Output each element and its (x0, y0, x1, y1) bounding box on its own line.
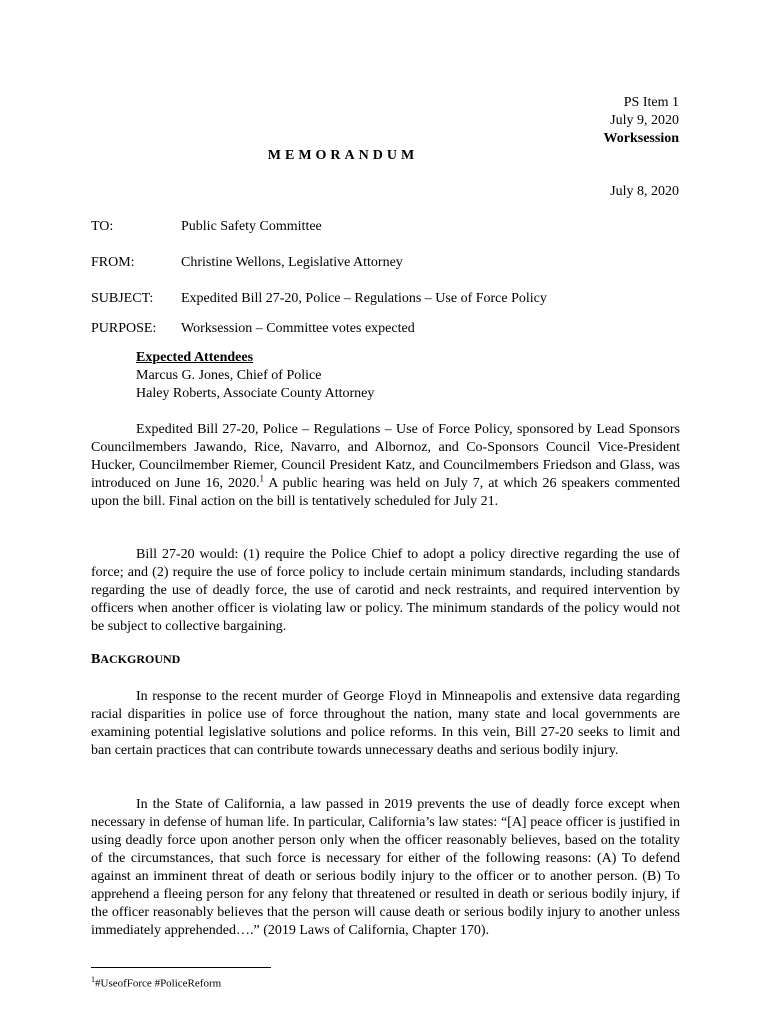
section-heading-background: BACKGROUND (91, 652, 181, 667)
purpose-label: PURPOSE: (91, 321, 157, 336)
footnote (91, 975, 221, 990)
to-label: TO: (91, 219, 114, 234)
attendee-item: Haley Roberts, Associate County Attorney (136, 386, 375, 401)
footnote-text: #UseofForce #PoliceReform (95, 977, 222, 990)
attendees-block (136, 349, 374, 403)
attendee-item: Marcus G. Jones, Chief of Police (136, 368, 322, 383)
from-value: Christine Wellons, Legislative Attorney (181, 255, 403, 270)
footnote-divider (91, 967, 271, 968)
header-block (604, 94, 679, 148)
to-value: Public Safety Committee (181, 219, 322, 234)
session-type: Worksession (603, 131, 679, 146)
from-label: FROM: (91, 255, 135, 270)
memo-date: July 8, 2020 (610, 184, 679, 199)
subject-label: SUBJECT: (91, 291, 154, 306)
item-number: PS Item 1 (623, 95, 679, 110)
header-date: July 9, 2020 (610, 113, 679, 128)
memo-title: MEMORANDUM (267, 148, 419, 163)
purpose-value: Worksession – Committee votes expected (181, 321, 415, 336)
subject-value: Expedited Bill 27-20, Police – Regulations – Use of Force Policy (181, 291, 547, 306)
paragraph-background: In response to the recent murder of George Floyd in Minneapolis and extensive data regarding racial disparities in police use of force throughout the nation, many state and local governments are examining potential legislative solutions and police reforms. In this vein, Bill 27-20 seeks to limit and ban certain practices that can contribute towards unnecessary deaths and serious bodily injury. (91, 689, 680, 758)
purpose-row (91, 320, 415, 338)
to-row (91, 218, 322, 236)
from-row (91, 254, 403, 272)
subject-row (91, 290, 547, 308)
attendees-heading: Expected Attendees (136, 350, 254, 365)
paragraph-bill-summary: Bill 27-20 would: (1) require the Police Chief to adopt a policy directive regarding the use of force; and (2) require the use of force policy to include certain minimum standards, including standards regarding the use of deadly force, the use of carotid and neck restraints, and required intervention by officers when another officer is violating law or policy. The minimum standards of the policy would not be subject to collective bargaining. (91, 547, 680, 634)
footnote-reference: 1 (259, 473, 265, 484)
footnote-mark: 1 (91, 975, 95, 984)
paragraph-introduction: Expedited Bill 27-20, Police – Regulations – Use of Force Policy, sponsored by Lead Sponsors Councilmembers Jawando, Rice, Navarro, and Albornoz, and Co-Sponsors Council Vice-President Hucker, Councilmember Riemer, Council President Katz, and Councilmembers Friedson and Glass, was introduced on June 16, 2020.$^1$ A public hearing was held on July 7, at which 26 speakers commented upon the bill. Final action on the bill is tentatively scheduled for July 21. (91, 422, 681, 509)
paragraph-california-law: In the State of California, a law passed in 2019 prevents the use of deadly force except when necessary in defense of human life. In particular, California’s law states: “[A] peace officer is justified in using deadly force upon another person only when the officer reasonably believes, based on the totality of the circumstances, that such force is necessary for either of the following reasons: (A) To defend against an imminent threat of death or serious bodily injury to the officer or to another person. (B) To apprehend a fleeing person for any felony that threatened or resulted in death or serious bodily injury, if the officer reasonably believes that the person will cause death or serious bodily injury to another unless immediately apprehended….” (2019 Laws of California, Chapter 170). (91, 797, 680, 938)
